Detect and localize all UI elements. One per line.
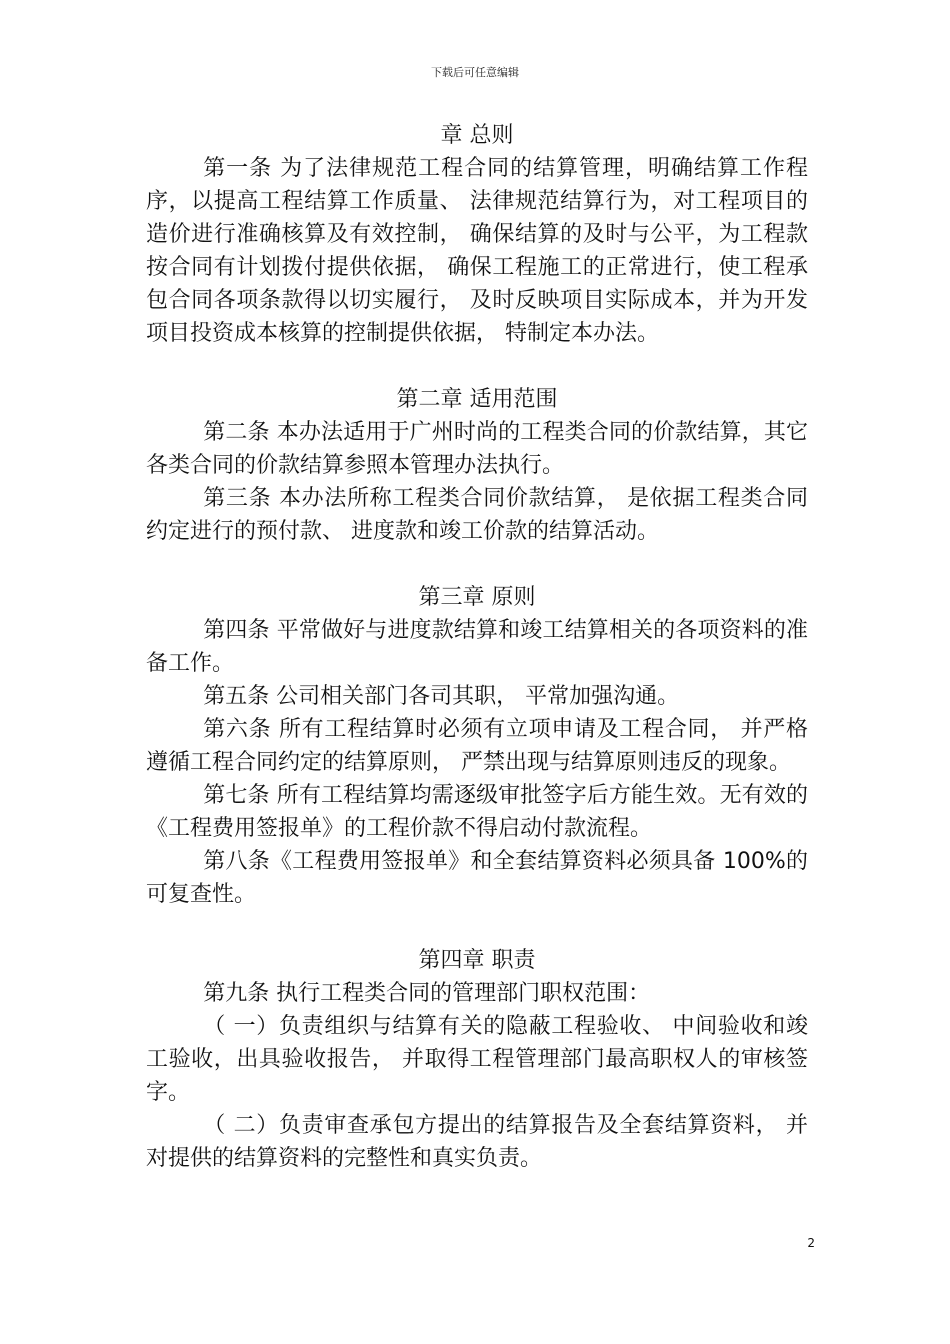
- article-4: 第四条 平常做好与进度款结算和竣工结算相关的各项资料的准备工作。: [146, 618, 808, 676]
- chapter-title: 第四章 职责: [418, 948, 536, 973]
- chapter-title: 章 总则: [440, 123, 514, 148]
- chapter-general: [146, 119, 808, 350]
- article-9: 第九条 执行工程类合同的管理部门职权范围：: [203, 981, 651, 1006]
- article-3: 第三条 本办法所称工程类合同价款结算， 是依据工程类合同约定进行的预付款、 进度款和竣工价款的结算活动。: [146, 486, 808, 544]
- chapter-scope: [146, 383, 808, 548]
- article-1: 第一条 为了法律规范工程合同的结算管理，明确结算工作程序，以提高工程结算工作质量、 法律规范结算行为，对工程项目的造价进行准确核算及有效控制， 确保结算的及时与公平，为工程款按合同有计划拨付提供依据， 确保工程施工的正常进行，使工程承包合同各项条款得以切实履行， 及时反映项目实际成本，并为开发项目投资成本核算的控制提供依据， 特制定本办法。: [146, 156, 808, 346]
- chapter-title: 第二章 适用范围: [396, 387, 558, 412]
- article-7: 第七条 所有工程结算均需逐级审批签字后方能生效。无有效的《工程费用签报单》的工程价款不得启动付款流程。: [146, 783, 808, 841]
- chapter-responsibilities: [146, 944, 808, 1175]
- page-header: 下载后可任意编辑: [431, 66, 519, 79]
- article-6: 第六条 所有工程结算时必须有立项申请及工程合同， 并严格遵循工程合同约定的结算原则， 严禁出现与结算原则违反的现象。: [146, 717, 808, 775]
- page-number: 2: [807, 1236, 815, 1250]
- article-8: 第八条《工程费用签报单》和全套结算资料必须具备 100%的可复查性。: [146, 849, 808, 907]
- chapter-principles: [146, 581, 808, 911]
- article-9-item-2: （ 二）负责审查承包方提出的结算报告及全套结算资料， 并对提供的结算资料的完整性和真实负责。: [146, 1113, 808, 1171]
- article-2: 第二条 本办法适用于广州时尚的工程类合同的价款结算，其它各类合同的价款结算参照本管理办法执行。: [146, 420, 808, 478]
- article-5: 第五条 公司相关部门各司其职， 平常加强沟通。: [203, 684, 680, 709]
- chapter-title: 第三章 原则: [418, 585, 536, 610]
- document-body: [146, 119, 808, 1175]
- article-9-item-1: （ 一）负责组织与结算有关的隐蔽工程验收、 中间验收和竣工验收，出具验收报告， 并取得工程管理部门最高职权人的审核签字。: [146, 1014, 808, 1105]
